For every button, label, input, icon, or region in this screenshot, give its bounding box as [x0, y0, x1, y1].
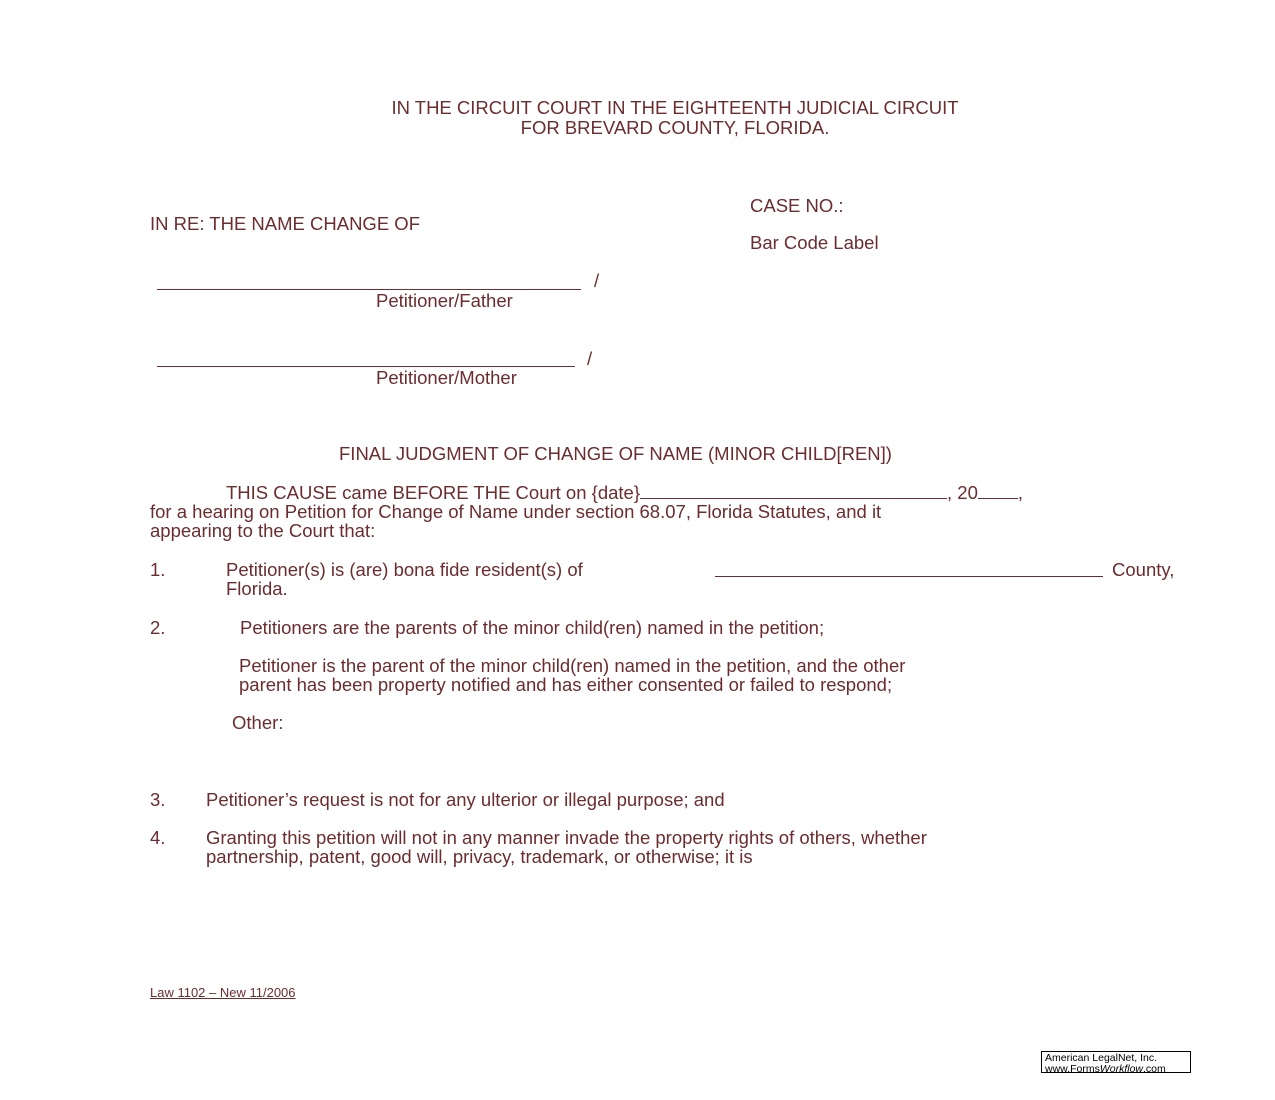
petitioner-father-field[interactable]	[157, 289, 581, 290]
brand-company: American LegalNet, Inc.	[1045, 1052, 1158, 1064]
petitioner-father-label: Petitioner/Father	[376, 290, 513, 311]
in-re-label: IN RE: THE NAME CHANGE OF	[150, 213, 420, 234]
court-header-line2: FOR BREVARD COUNTY, FLORIDA.	[520, 117, 830, 138]
intro-line1-suffix: ,	[1017, 482, 1024, 503]
finding-1-number: 1.	[150, 559, 166, 580]
finding-1-suffix: County,	[1112, 559, 1175, 580]
document-title: FINAL JUDGMENT OF CHANGE OF NAME (MINOR CHILD[REN])	[339, 443, 892, 464]
finding-4-line2: partnership, patent, good will, privacy, trademark, or otherwise; it is	[206, 846, 753, 867]
intro-line3: appearing to the Court that:	[150, 520, 376, 541]
hearing-date-field[interactable]	[640, 484, 947, 499]
intro-line1-prefix: THIS CAUSE came BEFORE THE Court on {date}	[226, 482, 641, 503]
case-no-label: CASE NO.:	[750, 195, 844, 216]
finding-4-line1: Granting this petition will not in any manner invade the property rights of others, whether	[206, 827, 927, 848]
finding-1-line2: Florida.	[226, 578, 288, 599]
finding-1-text: Petitioner(s) is (are) bona fide resident(s) of	[226, 559, 583, 580]
county-field[interactable]	[715, 576, 1103, 577]
petitioner-mother-label: Petitioner/Mother	[376, 367, 517, 388]
finding-2-option-parents: Petitioners are the parents of the minor child(ren) named in the petition;	[240, 617, 825, 638]
finding-2-number: 2.	[150, 617, 166, 638]
brand-stamp	[1041, 1051, 1191, 1073]
intro-line2: for a hearing on Petition for Change of Name under section 68.07, Florida Statutes, and it	[150, 501, 882, 522]
intro-line1	[226, 483, 1023, 503]
brand-url-italic: Workflow	[1099, 1062, 1144, 1075]
brand-url	[1045, 1064, 1190, 1075]
form-id: Law 1102 – New 11/2006	[150, 985, 296, 1000]
bar-code-label: Bar Code Label	[750, 232, 879, 253]
finding-3-number: 3.	[150, 789, 166, 810]
hearing-year-field[interactable]	[978, 484, 1018, 499]
petitioner-father-slash: /	[594, 270, 600, 291]
brand-url-prefix: www.Forms	[1045, 1062, 1100, 1075]
court-header	[0, 98, 1275, 138]
finding-4-number: 4.	[150, 827, 166, 848]
finding-2-option-one-parent-line2: parent has been property notified and has either consented or failed to respond;	[239, 674, 893, 695]
finding-3-text: Petitioner’s request is not for any ulterior or illegal purpose; and	[206, 789, 725, 810]
court-header-line1: IN THE CIRCUIT COURT IN THE EIGHTEENTH JUDICIAL CIRCUIT	[391, 97, 959, 118]
intro-year-prefix: , 20	[947, 482, 978, 503]
brand-url-suffix: .com	[1143, 1062, 1166, 1075]
petitioner-mother-slash: /	[587, 348, 593, 369]
finding-2-option-one-parent-line1: Petitioner is the parent of the minor child(ren) named in the petition, and the other	[239, 655, 906, 676]
finding-2-option-other: Other:	[232, 712, 284, 733]
